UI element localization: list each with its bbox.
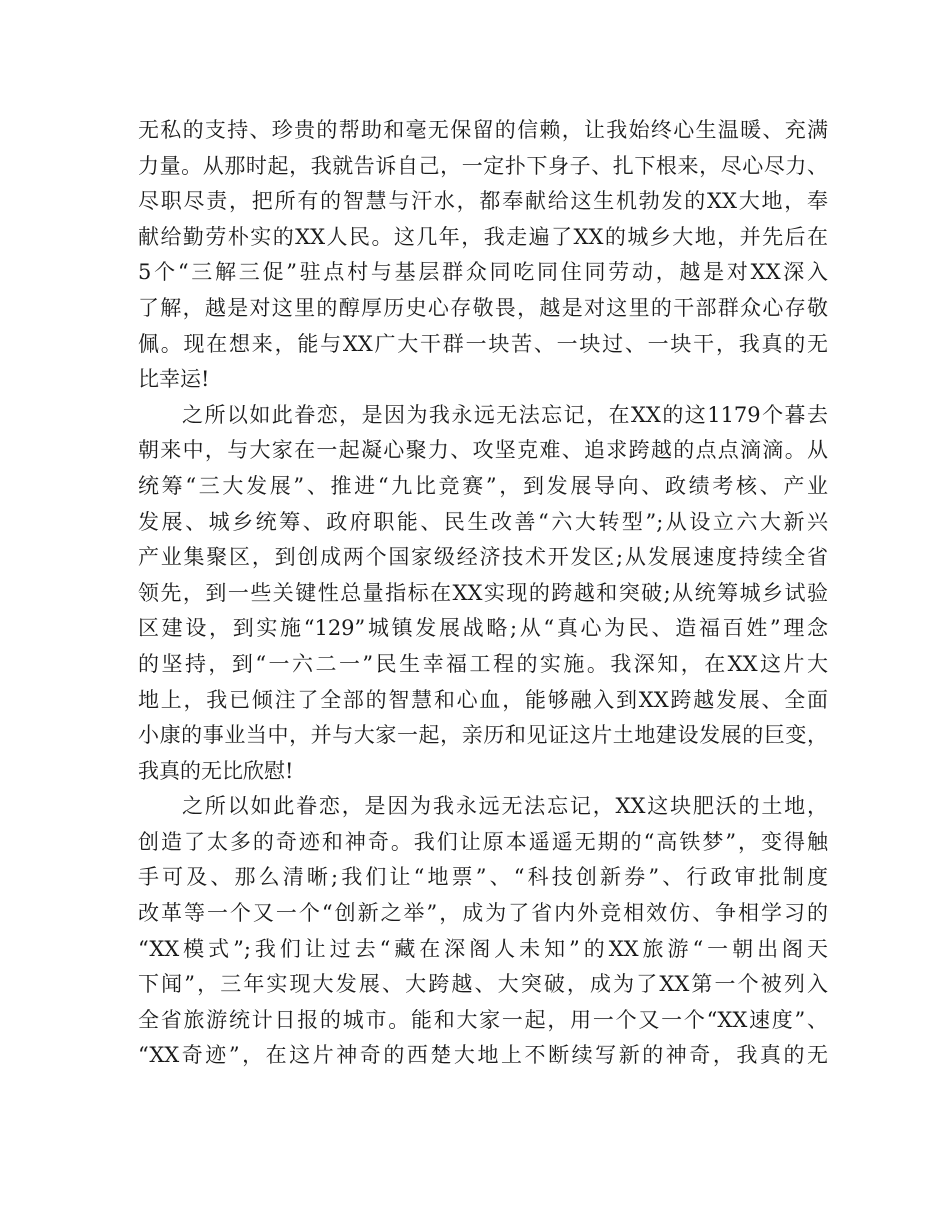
text-line: 朝来中，与大家在一起凝心聚力、攻坚克难、追求跨越的点点滴滴。从 (138, 438, 828, 463)
paragraph (138, 113, 828, 398)
text-line: 手可及、那么清晰;我们让“地票”、“科技创新券”、行政审批制度 (138, 865, 828, 890)
body-text (138, 113, 828, 1074)
text-line: “XX模式”;我们让过去“藏在深阁人未知”的XX旅游“一朝出阁天 (138, 936, 828, 961)
text-line: 创造了太多的奇迹和神奇。我们让原本遥遥无期的“高铁梦”，变得触 (138, 829, 828, 854)
text-line: 力量。从那时起，我就告诉自己，一定扑下身子、扎下根来，尽心尽力、 (138, 153, 828, 178)
text-line: 区建设，到实施“129”城镇发展战略;从“真心为民、造福百姓”理念 (138, 616, 828, 641)
text-line: 比幸运! (138, 367, 210, 392)
text-line: 地上，我已倾注了全部的智慧和心血，能够融入到XX跨越发展、全面 (138, 687, 828, 712)
text-line: 之所以如此眷恋，是因为我永远无法忘记，在XX的这1179个暮去 (182, 402, 828, 427)
text-line: 改革等一个又一个“创新之举”，成为了省内外竞相效仿、争相学习的 (138, 901, 828, 926)
text-line: 无私的支持、珍贵的帮助和毫无保留的信赖，让我始终心生温暖、充满 (138, 118, 828, 142)
paragraph (138, 398, 828, 790)
text-line: 领先，到一些关键性总量指标在XX实现的跨越和突破;从统筹城乡试验 (138, 580, 828, 605)
paragraph (138, 789, 828, 1074)
text-line: 小康的事业当中，并与大家一起，亲历和见证这片土地建设发展的巨变， (138, 723, 828, 748)
text-line: 佩。现在想来，能与XX广大干群一块苦、一块过、一块干，我真的无 (138, 331, 828, 356)
text-line: 发展、城乡统筹、政府职能、民生改善“六大转型”;从设立六大新兴 (138, 509, 828, 534)
text-line: 之所以如此眷恋，是因为我永远无法忘记，XX这块肥沃的土地， (182, 794, 828, 819)
text-line: 下闻”，三年实现大发展、大跨越、大突破，成为了XX第一个被列入 (138, 972, 828, 997)
text-line: 尽职尽责，把所有的智慧与汗水，都奉献给这生机勃发的XX大地，奉 (138, 189, 828, 214)
text-line: “XX奇迹”，在这片神奇的西楚大地上不断续写新的神奇，我真的无 (138, 1043, 828, 1068)
text-line: 产业集聚区，到创成两个国家级经济技术开发区;从发展速度持续全省 (138, 545, 828, 570)
text-line: 统筹“三大发展”、推进“九比竞赛”，到发展导向、政绩考核、产业 (138, 473, 828, 498)
text-line: 我真的无比欣慰! (138, 758, 294, 783)
text-line: 5个“三解三促”驻点村与基层群众同吃同住同劳动，越是对XX深入 (138, 260, 828, 285)
text-line: 的坚持，到“一六二一”民生幸福工程的实施。我深知，在XX这片大 (138, 651, 828, 676)
text-line: 了解，越是对这里的醇厚历史心存敬畏，越是对这里的干部群众心存敬 (138, 295, 828, 320)
text-line: 全省旅游统计日报的城市。能和大家一起，用一个又一个“XX速度”、 (138, 1007, 828, 1032)
text-line: 献给勤劳朴实的XX人民。这几年，我走遍了XX的城乡大地，并先后在 (138, 224, 828, 249)
